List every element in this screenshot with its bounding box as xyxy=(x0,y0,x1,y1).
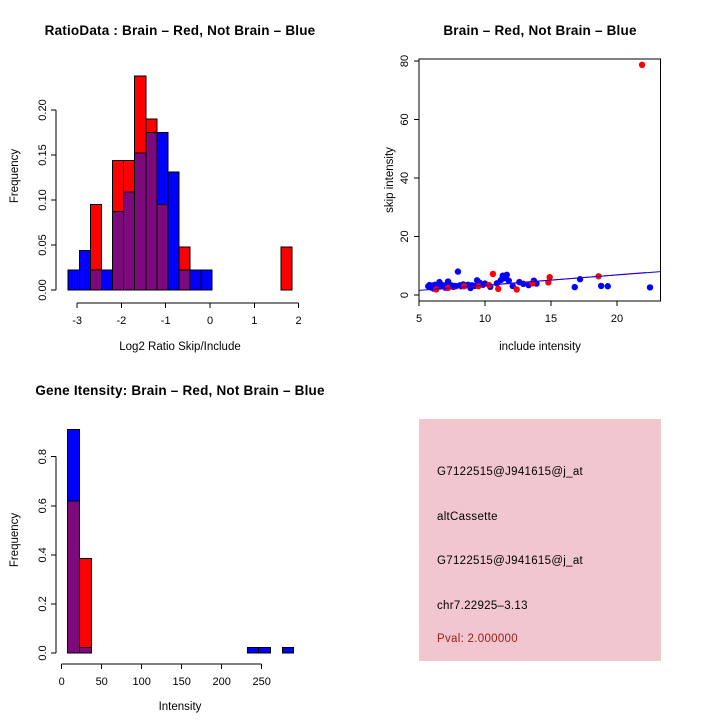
svg-text:0.00: 0.00 xyxy=(37,279,49,301)
svg-text:0.05: 0.05 xyxy=(37,234,49,256)
svg-text:60: 60 xyxy=(399,113,411,126)
svg-text:15: 15 xyxy=(544,313,558,325)
svg-text:0.6: 0.6 xyxy=(37,498,49,514)
gene-info-box xyxy=(419,419,661,661)
gene-histogram-xlabel: Intensity xyxy=(158,701,202,713)
panel-intensity-scatter xyxy=(360,0,720,360)
ratio-histogram-xlabel: Log2 Ratio Skip/Include xyxy=(119,341,241,353)
svg-text:0.10: 0.10 xyxy=(37,189,49,211)
svg-text:-3: -3 xyxy=(72,315,82,327)
svg-text:5: 5 xyxy=(415,313,423,325)
ratio-histogram-ylabel: Frequency xyxy=(9,148,21,204)
intensity-scatter-plot xyxy=(360,0,720,360)
svg-text:0.8: 0.8 xyxy=(37,449,49,465)
svg-text:20: 20 xyxy=(610,313,624,325)
pval-line: Pval: 2.000000 xyxy=(437,633,518,645)
svg-text:1: 1 xyxy=(251,315,258,327)
svg-text:50: 50 xyxy=(95,676,108,688)
svg-text:40: 40 xyxy=(399,171,411,185)
panel-gene-intensity-histogram xyxy=(0,360,360,720)
svg-text:10: 10 xyxy=(478,313,492,325)
probe-id-line-2: G7122515@J941615@j_at xyxy=(437,555,584,567)
scatter-ylabel: skip intensity xyxy=(384,147,396,213)
svg-text:20: 20 xyxy=(399,230,411,243)
svg-text:100: 100 xyxy=(132,676,151,688)
ratio-histogram-plot xyxy=(0,0,360,360)
gene-histogram-title: Gene Itensity: Brain – Red, Not Brain – Blue xyxy=(35,383,325,398)
svg-text:0.20: 0.20 xyxy=(37,99,49,121)
svg-text:0.2: 0.2 xyxy=(37,596,49,612)
svg-text:200: 200 xyxy=(212,676,231,688)
svg-text:0.0: 0.0 xyxy=(37,645,49,661)
svg-text:-1: -1 xyxy=(160,315,171,327)
svg-text:150: 150 xyxy=(172,676,191,688)
probe-id-line: G7122515@J941615@j_at xyxy=(437,466,584,478)
panel-ratio-histogram xyxy=(0,0,360,360)
svg-text:80: 80 xyxy=(399,54,411,68)
svg-text:0: 0 xyxy=(58,676,65,688)
ratio-histogram-title: RatioData : Brain – Red, Not Brain – Blue xyxy=(44,23,316,38)
gene-histogram-ylabel: Frequency xyxy=(9,512,21,568)
scatter-title: Brain – Red, Not Brain – Blue xyxy=(443,23,637,38)
svg-text:0.4: 0.4 xyxy=(37,547,49,563)
splice-type-line: altCassette xyxy=(437,511,498,523)
svg-text:0: 0 xyxy=(206,315,214,327)
svg-text:0: 0 xyxy=(399,291,411,299)
gene-intensity-histogram-plot xyxy=(0,360,360,720)
svg-text:2: 2 xyxy=(295,315,302,327)
svg-text:-2: -2 xyxy=(116,315,127,327)
scatter-xlabel: include intensity xyxy=(499,341,581,353)
svg-text:0.15: 0.15 xyxy=(37,144,49,166)
svg-text:250: 250 xyxy=(252,676,271,688)
location-line: chr7.22925–3.13 xyxy=(437,600,528,612)
panel-gene-info xyxy=(360,360,720,720)
